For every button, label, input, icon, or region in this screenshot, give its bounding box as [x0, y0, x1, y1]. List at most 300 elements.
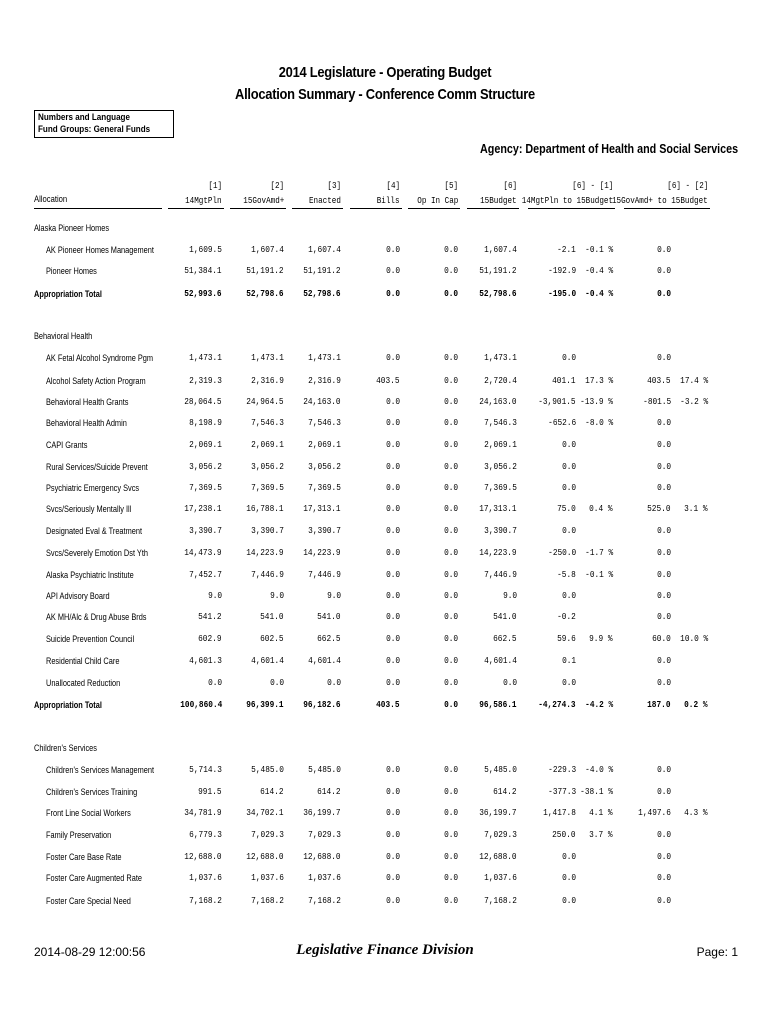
- cell-col-6: 1,607.4: [484, 244, 517, 255]
- cell-col-6: 17,313.1: [479, 503, 517, 514]
- cell-col-1: 541.2: [198, 611, 222, 622]
- cell-col-1: 34,781.9: [184, 807, 222, 818]
- cell-col-1: 3,390.7: [189, 525, 222, 536]
- cell-col-3: 52,798.6: [303, 288, 341, 299]
- cell-col-2: 541.0: [260, 611, 284, 622]
- cell-col-7: 250.0: [552, 829, 576, 840]
- cell-col-3: 7,546.3: [308, 417, 341, 428]
- cell-col-3: 7,029.3: [308, 829, 341, 840]
- cell-col-3: 7,168.2: [308, 895, 341, 906]
- col-header-allocation: Allocation: [34, 194, 68, 204]
- cell-col-7: -3,901.5: [538, 396, 576, 407]
- cell-col-1: 9.0: [207, 590, 222, 601]
- cell-col-4: 0.0: [385, 764, 400, 775]
- cell-col-8: 4.1 %: [589, 807, 613, 818]
- cell-col-4: 0.0: [385, 288, 400, 299]
- cell-col-9: 0.0: [656, 655, 671, 666]
- cell-col-7: -377.3: [547, 786, 576, 797]
- cell-col-5: 0.0: [443, 590, 458, 601]
- cell-col-7: 1,417.8: [543, 807, 576, 818]
- cell-col-3: 51,191.2: [303, 265, 341, 276]
- cell-col-6: 1,473.1: [484, 352, 517, 363]
- cell-col-10: 3.1 %: [684, 503, 708, 514]
- cell-col-5: 0.0: [443, 807, 458, 818]
- cell-col-7: 0.0: [561, 590, 576, 601]
- cell-col-7: -229.3: [547, 764, 576, 775]
- cell-col-9: 0.0: [656, 547, 671, 558]
- col-header-name-8: 15GovAmd+ to 15Budget: [612, 195, 708, 206]
- allocation-label: CAPI Grants: [46, 440, 88, 450]
- cell-col-3: 36,199.7: [303, 807, 341, 818]
- cell-col-5: 0.0: [443, 288, 458, 299]
- cell-col-8: -0.1 %: [584, 569, 613, 580]
- cell-col-5: 0.0: [443, 503, 458, 514]
- cell-col-3: 3,390.7: [308, 525, 341, 536]
- col-header-index-7: [6] - [1]: [571, 180, 613, 191]
- cell-col-6: 7,168.2: [484, 895, 517, 906]
- cell-col-3: 7,446.9: [308, 569, 341, 580]
- cell-col-2: 9.0: [269, 590, 284, 601]
- cell-col-6: 2,069.1: [484, 439, 517, 450]
- cell-col-2: 52,798.6: [246, 288, 284, 299]
- cell-col-1: 1,037.6: [189, 872, 222, 883]
- appropriation-total-label: Appropriation Total: [34, 289, 102, 299]
- cell-col-4: 0.0: [385, 352, 400, 363]
- cell-col-7: -250.0: [547, 547, 576, 558]
- col-header-name-3: Enacted: [309, 195, 341, 206]
- cell-col-3: 2,069.1: [308, 439, 341, 450]
- allocation-label: Svcs/Seriously Mentally Ill: [46, 504, 132, 514]
- cell-col-9: -801.5: [642, 396, 671, 407]
- cell-col-8: -0.1 %: [584, 244, 613, 255]
- cell-col-3: 541.0: [317, 611, 341, 622]
- cell-col-2: 7,446.9: [251, 569, 284, 580]
- cell-col-7: 0.0: [561, 439, 576, 450]
- cell-col-1: 2,069.1: [189, 439, 222, 450]
- cell-col-1: 28,064.5: [184, 396, 222, 407]
- cell-col-9: 0.0: [656, 439, 671, 450]
- cell-col-6: 4,601.4: [484, 655, 517, 666]
- cell-col-3: 614.2: [317, 786, 341, 797]
- filter-box: [34, 110, 174, 138]
- cell-col-8: 9.9 %: [589, 633, 613, 644]
- col-header-name-4: Bills: [377, 195, 400, 206]
- cell-col-5: 0.0: [443, 677, 458, 688]
- group-heading: Behavioral Health: [34, 331, 93, 341]
- col-header-name-7: 14MgtPln to 15Budget: [521, 195, 613, 206]
- cell-col-6: 24,163.0: [479, 396, 517, 407]
- cell-col-8: -4.0 %: [584, 764, 613, 775]
- cell-col-10: 17.4 %: [679, 375, 708, 386]
- cell-col-3: 14,223.9: [303, 547, 341, 558]
- cell-col-7: 0.0: [561, 872, 576, 883]
- allocation-label: Unallocated Reduction: [46, 678, 121, 688]
- cell-col-5: 0.0: [443, 461, 458, 472]
- cell-col-2: 4,601.4: [251, 655, 284, 666]
- cell-col-8: 3.7 %: [589, 829, 613, 840]
- cell-col-5: 0.0: [443, 417, 458, 428]
- allocation-label: Family Preservation: [46, 830, 112, 840]
- cell-col-6: 7,369.5: [484, 482, 517, 493]
- filter-line-2: Fund Groups: General Funds: [38, 124, 151, 135]
- cell-col-4: 403.5: [376, 699, 400, 710]
- cell-col-6: 12,688.0: [479, 851, 517, 862]
- cell-col-6: 7,446.9: [484, 569, 517, 580]
- cell-col-5: 0.0: [443, 525, 458, 536]
- cell-col-9: 0.0: [656, 525, 671, 536]
- group-heading: Alaska Pioneer Homes: [34, 223, 110, 233]
- header-underline: [467, 208, 519, 209]
- header-underline: [350, 208, 402, 209]
- cell-col-5: 0.0: [443, 439, 458, 450]
- allocation-label: AK MH/Alc & Drug Abuse Brds: [46, 612, 147, 622]
- cell-col-4: 0.0: [385, 786, 400, 797]
- cell-col-4: 0.0: [385, 396, 400, 407]
- cell-col-1: 4,601.3: [189, 655, 222, 666]
- cell-col-1: 52,993.6: [184, 288, 222, 299]
- cell-col-9: 0.0: [656, 461, 671, 472]
- cell-col-8: -0.4 %: [584, 288, 613, 299]
- allocation-label: API Advisory Board: [46, 591, 110, 601]
- cell-col-5: 0.0: [443, 851, 458, 862]
- cell-col-1: 2,319.3: [189, 375, 222, 386]
- cell-col-7: 0.1: [561, 655, 576, 666]
- allocation-label: Front Line Social Workers: [46, 808, 131, 818]
- group-heading: Children's Services: [34, 743, 97, 753]
- col-header-name-2: 15GovAmd+: [242, 195, 284, 206]
- cell-col-9: 403.5: [647, 375, 671, 386]
- cell-col-6: 2,720.4: [484, 375, 517, 386]
- cell-col-4: 0.0: [385, 547, 400, 558]
- footer-page-number: Page: 1: [696, 945, 738, 959]
- allocation-label: Svcs/Severely Emotion Dst Yth: [46, 548, 149, 558]
- allocation-label: Children's Services Management: [46, 765, 155, 775]
- cell-col-9: 0.0: [656, 265, 671, 276]
- header-underline: [528, 208, 615, 209]
- cell-col-9: 0.0: [656, 417, 671, 428]
- cell-col-6: 541.0: [493, 611, 517, 622]
- allocation-label: Suicide Prevention Council: [46, 634, 135, 644]
- cell-col-6: 1,037.6: [484, 872, 517, 883]
- cell-col-1: 991.5: [198, 786, 222, 797]
- cell-col-6: 96,586.1: [479, 699, 517, 710]
- cell-col-9: 0.0: [656, 482, 671, 493]
- col-header-index-2: [2]: [270, 180, 284, 191]
- cell-col-5: 0.0: [443, 547, 458, 558]
- cell-col-4: 0.0: [385, 503, 400, 514]
- col-header-index-1: [1]: [208, 180, 222, 191]
- col-header-name-6: 15Budget: [480, 195, 517, 206]
- cell-col-6: 7,029.3: [484, 829, 517, 840]
- allocation-label: Rural Services/Suicide Prevent: [46, 462, 148, 472]
- report-title: 2014 Legislature - Operating Budget: [278, 64, 492, 81]
- cell-col-2: 14,223.9: [246, 547, 284, 558]
- footer-division: Legislative Finance Division: [296, 942, 474, 958]
- cell-col-3: 3,056.2: [308, 461, 341, 472]
- cell-col-1: 7,452.7: [189, 569, 222, 580]
- cell-col-9: 1,497.6: [638, 807, 671, 818]
- cell-col-2: 12,688.0: [246, 851, 284, 862]
- cell-col-4: 0.0: [385, 807, 400, 818]
- cell-col-3: 12,688.0: [303, 851, 341, 862]
- cell-col-3: 9.0: [326, 590, 341, 601]
- cell-col-6: 7,546.3: [484, 417, 517, 428]
- cell-col-4: 0.0: [385, 872, 400, 883]
- cell-col-5: 0.0: [443, 244, 458, 255]
- cell-col-1: 100,860.4: [179, 699, 222, 710]
- cell-col-9: 60.0: [652, 633, 671, 644]
- cell-col-4: 0.0: [385, 569, 400, 580]
- cell-col-9: 0.0: [656, 872, 671, 883]
- cell-col-6: 14,223.9: [479, 547, 517, 558]
- cell-col-10: 10.0 %: [679, 633, 708, 644]
- cell-col-4: 0.0: [385, 633, 400, 644]
- allocation-label: Children's Services Training: [46, 787, 138, 797]
- allocation-label: Designated Eval & Treatment: [46, 526, 142, 536]
- cell-col-4: 0.0: [385, 590, 400, 601]
- cell-col-6: 662.5: [493, 633, 517, 644]
- cell-col-5: 0.0: [443, 396, 458, 407]
- cell-col-2: 51,191.2: [246, 265, 284, 276]
- allocation-label: AK Fetal Alcohol Syndrome Pgm: [46, 353, 154, 363]
- cell-col-7: 0.0: [561, 352, 576, 363]
- cell-col-3: 7,369.5: [308, 482, 341, 493]
- cell-col-1: 1,473.1: [189, 352, 222, 363]
- cell-col-8: -4.2 %: [584, 699, 613, 710]
- cell-col-9: 0.0: [656, 352, 671, 363]
- cell-col-6: 0.0: [502, 677, 517, 688]
- cell-col-2: 3,390.7: [251, 525, 284, 536]
- cell-col-9: 0.0: [656, 569, 671, 580]
- allocation-label: Foster Care Special Need: [46, 896, 131, 906]
- cell-col-5: 0.0: [443, 611, 458, 622]
- col-header-index-4: [4]: [386, 180, 400, 191]
- appropriation-total-label: Appropriation Total: [34, 700, 102, 710]
- cell-col-5: 0.0: [443, 569, 458, 580]
- cell-col-2: 2,316.9: [251, 375, 284, 386]
- header-underline: [624, 208, 710, 209]
- cell-col-4: 0.0: [385, 482, 400, 493]
- header-underline: [408, 208, 460, 209]
- cell-col-7: -2.1: [557, 244, 576, 255]
- cell-col-7: -652.6: [547, 417, 576, 428]
- cell-col-8: -1.7 %: [584, 547, 613, 558]
- allocation-label: Foster Care Augmented Rate: [46, 873, 142, 883]
- cell-col-3: 1,473.1: [308, 352, 341, 363]
- header-underline: [230, 208, 286, 209]
- cell-col-5: 0.0: [443, 764, 458, 775]
- cell-col-2: 7,369.5: [251, 482, 284, 493]
- cell-col-2: 3,056.2: [251, 461, 284, 472]
- cell-col-1: 12,688.0: [184, 851, 222, 862]
- cell-col-10: 0.2 %: [684, 699, 708, 710]
- cell-col-1: 6,779.3: [189, 829, 222, 840]
- cell-col-9: 0.0: [656, 288, 671, 299]
- allocation-label: Psychiatric Emergency Svcs: [46, 483, 140, 493]
- cell-col-5: 0.0: [443, 895, 458, 906]
- cell-col-4: 0.0: [385, 244, 400, 255]
- cell-col-6: 3,056.2: [484, 461, 517, 472]
- cell-col-5: 0.0: [443, 655, 458, 666]
- cell-col-10: -3.2 %: [679, 396, 708, 407]
- cell-col-9: 525.0: [647, 503, 671, 514]
- cell-col-3: 96,182.6: [303, 699, 341, 710]
- col-header-name-1: 14MgtPln: [185, 195, 222, 206]
- cell-col-3: 4,601.4: [308, 655, 341, 666]
- col-header-name-5: Op In Cap: [416, 195, 458, 206]
- col-header-index-5: [5]: [444, 180, 458, 191]
- cell-col-4: 0.0: [385, 851, 400, 862]
- cell-col-5: 0.0: [443, 633, 458, 644]
- cell-col-7: 0.0: [561, 461, 576, 472]
- header-underline: [168, 208, 224, 209]
- report-subtitle: Allocation Summary - Conference Comm Structure: [235, 86, 535, 103]
- header-underline: [292, 208, 343, 209]
- cell-col-1: 0.0: [207, 677, 222, 688]
- cell-col-8: -13.9 %: [580, 396, 613, 407]
- cell-col-5: 0.0: [443, 265, 458, 276]
- cell-col-10: 4.3 %: [684, 807, 708, 818]
- cell-col-6: 9.0: [502, 590, 517, 601]
- cell-col-4: 0.0: [385, 417, 400, 428]
- cell-col-7: -0.2: [557, 611, 576, 622]
- cell-col-1: 51,384.1: [184, 265, 222, 276]
- cell-col-8: -8.0 %: [584, 417, 613, 428]
- cell-col-3: 662.5: [317, 633, 341, 644]
- cell-col-1: 7,369.5: [189, 482, 222, 493]
- allocation-label: Pioneer Homes: [46, 266, 97, 276]
- cell-col-3: 5,485.0: [308, 764, 341, 775]
- cell-col-7: 401.1: [552, 375, 576, 386]
- cell-col-7: 0.0: [561, 895, 576, 906]
- cell-col-4: 0.0: [385, 655, 400, 666]
- cell-col-9: 0.0: [656, 611, 671, 622]
- allocation-label: Behavioral Health Admin: [46, 418, 127, 428]
- cell-col-9: 0.0: [656, 851, 671, 862]
- cell-col-6: 52,798.6: [479, 288, 517, 299]
- cell-col-2: 1,473.1: [251, 352, 284, 363]
- cell-col-3: 2,316.9: [308, 375, 341, 386]
- cell-col-9: 0.0: [656, 764, 671, 775]
- cell-col-4: 0.0: [385, 895, 400, 906]
- cell-col-2: 614.2: [260, 786, 284, 797]
- cell-col-8: -38.1 %: [580, 786, 613, 797]
- cell-col-4: 0.0: [385, 829, 400, 840]
- cell-col-8: 17.3 %: [584, 375, 613, 386]
- cell-col-2: 0.0: [269, 677, 284, 688]
- agency-heading: Agency: Department of Health and Social Services: [479, 142, 738, 156]
- cell-col-2: 1,037.6: [251, 872, 284, 883]
- cell-col-1: 7,168.2: [189, 895, 222, 906]
- cell-col-3: 24,163.0: [303, 396, 341, 407]
- cell-col-5: 0.0: [443, 352, 458, 363]
- cell-col-2: 602.5: [260, 633, 284, 644]
- cell-col-2: 1,607.4: [251, 244, 284, 255]
- cell-col-7: 59.6: [557, 633, 576, 644]
- col-header-index-8: [6] - [2]: [666, 180, 708, 191]
- cell-col-7: 75.0: [557, 503, 576, 514]
- cell-col-3: 1,037.6: [308, 872, 341, 883]
- cell-col-2: 2,069.1: [251, 439, 284, 450]
- cell-col-4: 0.0: [385, 677, 400, 688]
- cell-col-2: 24,964.5: [246, 396, 284, 407]
- cell-col-3: 17,313.1: [303, 503, 341, 514]
- allocation-label: Alcohol Safety Action Program: [46, 376, 146, 386]
- cell-col-6: 51,191.2: [479, 265, 517, 276]
- cell-col-5: 0.0: [443, 872, 458, 883]
- cell-col-5: 0.0: [443, 482, 458, 493]
- footer-timestamp: 2014-08-29 12:00:56: [34, 945, 146, 959]
- cell-col-2: 16,788.1: [246, 503, 284, 514]
- cell-col-9: 0.0: [656, 786, 671, 797]
- allocation-label: Residential Child Care: [46, 656, 120, 666]
- cell-col-9: 0.0: [656, 677, 671, 688]
- cell-col-3: 1,607.4: [308, 244, 341, 255]
- cell-col-2: 96,399.1: [246, 699, 284, 710]
- filter-line-1: Numbers and Language: [38, 112, 130, 123]
- cell-col-4: 0.0: [385, 265, 400, 276]
- cell-col-1: 8,198.9: [189, 417, 222, 428]
- cell-col-9: 0.0: [656, 895, 671, 906]
- cell-col-5: 0.0: [443, 786, 458, 797]
- cell-col-1: 14,473.9: [184, 547, 222, 558]
- cell-col-2: 7,029.3: [251, 829, 284, 840]
- cell-col-5: 0.0: [443, 375, 458, 386]
- cell-col-1: 17,238.1: [184, 503, 222, 514]
- cell-col-1: 1,609.5: [189, 244, 222, 255]
- cell-col-1: 5,714.3: [189, 764, 222, 775]
- cell-col-1: 3,056.2: [189, 461, 222, 472]
- cell-col-9: 0.0: [656, 244, 671, 255]
- cell-col-4: 0.0: [385, 611, 400, 622]
- allocation-label: Foster Care Base Rate: [46, 852, 122, 862]
- cell-col-9: 187.0: [647, 699, 671, 710]
- allocation-label: AK Pioneer Homes Management: [46, 245, 154, 255]
- cell-col-2: 7,168.2: [251, 895, 284, 906]
- cell-col-1: 602.9: [198, 633, 222, 644]
- cell-col-5: 0.0: [443, 699, 458, 710]
- cell-col-4: 0.0: [385, 439, 400, 450]
- cell-col-6: 5,485.0: [484, 764, 517, 775]
- cell-col-8: -0.4 %: [584, 265, 613, 276]
- cell-col-6: 3,390.7: [484, 525, 517, 536]
- cell-col-7: -195.0: [547, 288, 576, 299]
- cell-col-6: 36,199.7: [479, 807, 517, 818]
- cell-col-2: 34,702.1: [246, 807, 284, 818]
- cell-col-7: -192.9: [547, 265, 576, 276]
- header-underline: [34, 208, 162, 209]
- cell-col-9: 0.0: [656, 829, 671, 840]
- cell-col-4: 0.0: [385, 525, 400, 536]
- cell-col-5: 0.0: [443, 829, 458, 840]
- cell-col-6: 614.2: [493, 786, 517, 797]
- allocation-label: Alaska Psychiatric Institute: [46, 570, 134, 580]
- cell-col-8: 0.4 %: [589, 503, 613, 514]
- cell-col-7: -5.8: [557, 569, 576, 580]
- cell-col-4: 0.0: [385, 461, 400, 472]
- cell-col-7: 0.0: [561, 482, 576, 493]
- col-header-index-6: [6]: [503, 180, 517, 191]
- cell-col-4: 403.5: [376, 375, 400, 386]
- cell-col-7: 0.0: [561, 525, 576, 536]
- cell-col-9: 0.0: [656, 590, 671, 601]
- cell-col-2: 5,485.0: [251, 764, 284, 775]
- cell-col-7: -4,274.3: [538, 699, 576, 710]
- cell-col-7: 0.0: [561, 677, 576, 688]
- cell-col-2: 7,546.3: [251, 417, 284, 428]
- col-header-index-3: [3]: [327, 180, 341, 191]
- allocation-label: Behavioral Health Grants: [46, 397, 129, 407]
